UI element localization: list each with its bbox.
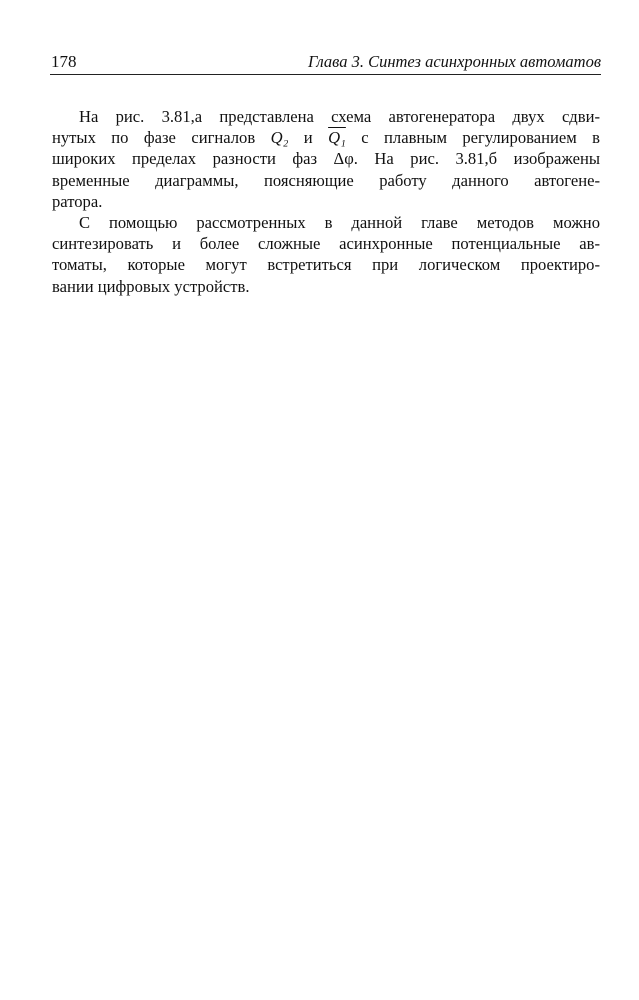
text-run: ратора. [52, 191, 103, 211]
text-run: синтезировать и более сложные асинхронные потенциальные ав- [52, 234, 600, 254]
text-run: томаты, которые могут встретиться при логическом проектиро- [52, 255, 600, 275]
paragraph-1-line-3 [52, 148, 600, 169]
paragraph-2-line-1 [52, 212, 600, 233]
paragraph-2-line-4 [52, 276, 600, 297]
signal-q1-inverted: Q₁ [328, 128, 346, 148]
page-number: 178 [51, 52, 77, 71]
paragraph-2-line-3 [52, 254, 600, 275]
text-run: На рис. 3.81,а представлена схема автогенератора двух сдви- [79, 107, 600, 126]
running-head [50, 52, 601, 75]
paragraph-2 [52, 212, 600, 297]
text-run: широких пределах разности фаз Δφ. На рис. 3.81,б изображены [52, 149, 600, 169]
paragraph-1-line-4 [52, 170, 600, 191]
text-run: вании цифровых устройств. [52, 276, 250, 296]
paragraph-1-line-1 [52, 106, 600, 127]
signal-q2: Q₂ [270, 128, 289, 148]
paragraph-1-line-5 [52, 191, 600, 212]
paragraph-2-line-2 [52, 233, 600, 254]
text-run: временные диаграммы, поясняющие работу данного автогене- [52, 170, 600, 190]
paragraph-1 [52, 106, 600, 212]
chapter-title: Глава 3. Синтез асинхронных автоматов [308, 52, 601, 71]
body-text [52, 106, 600, 297]
text-run: нутых по фазе сигналов [52, 128, 271, 148]
text-run: С помощью рассмотренных в данной главе методов можно [79, 213, 600, 233]
text-run: и [288, 128, 329, 148]
text-run: с плавным регулированием в [345, 128, 600, 148]
paragraph-1-line-2 [52, 127, 600, 148]
